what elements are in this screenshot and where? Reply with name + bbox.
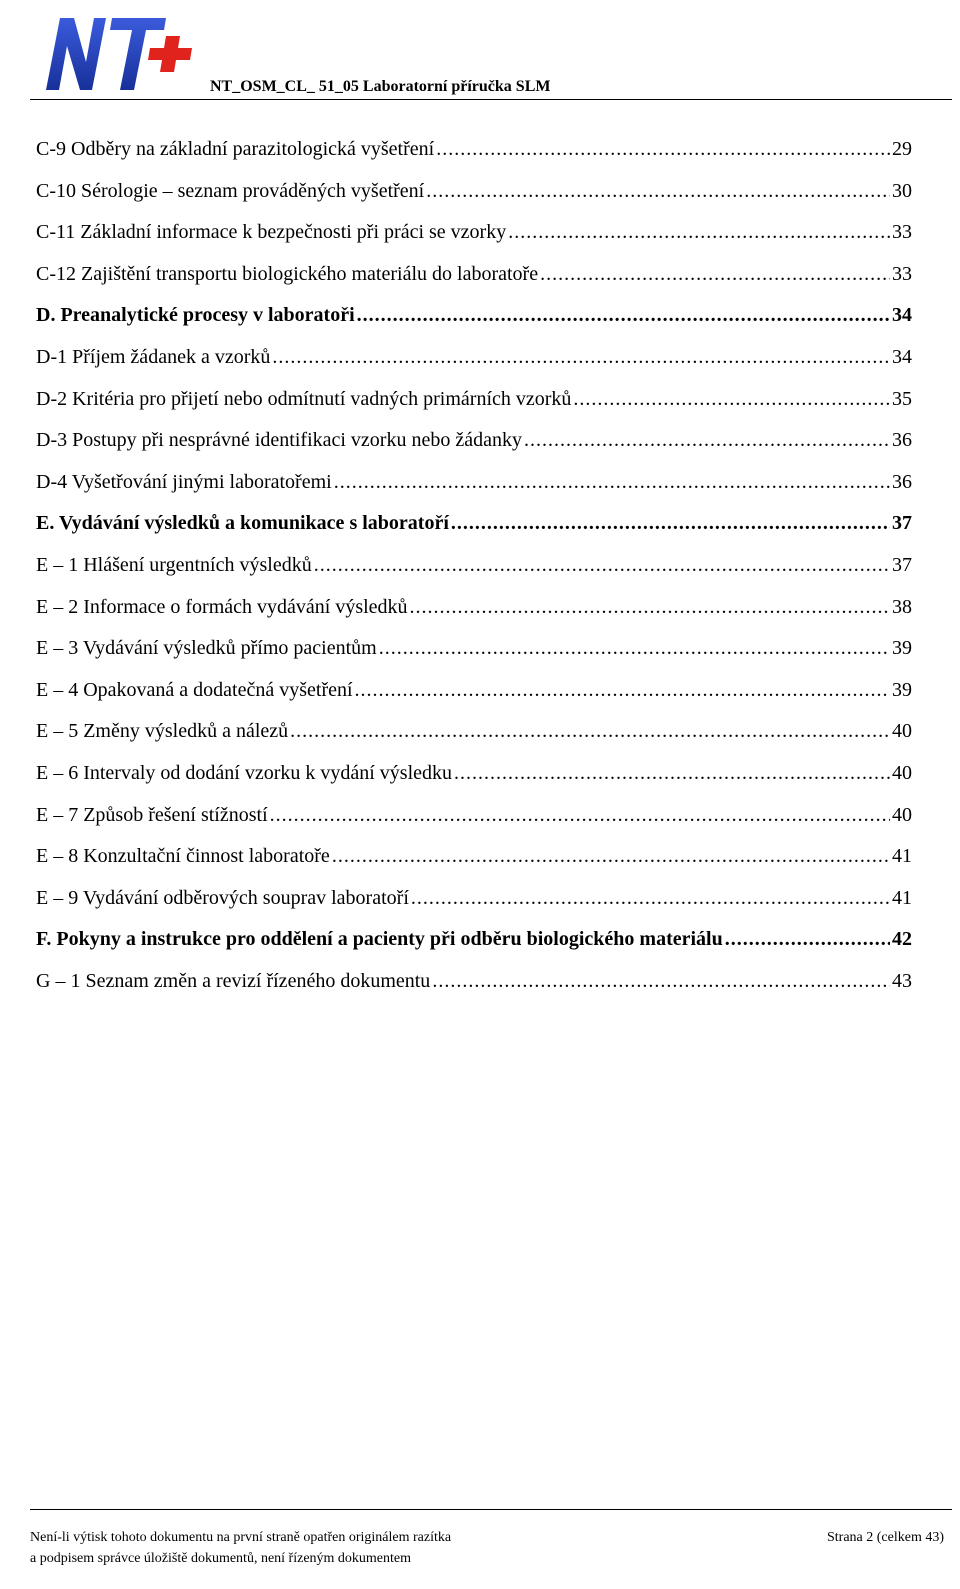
- toc-leader-dots: [357, 304, 890, 327]
- toc-entry-title: E – 3 Vydávání výsledků přímo pacientům: [36, 637, 377, 660]
- toc-leader-dots: [379, 637, 890, 660]
- page-number: Strana 2 (celkem 43): [826, 1530, 944, 1545]
- toc-entry[interactable]: [36, 180, 912, 222]
- toc-entry-title: E – 8 Konzultační činnost laboratoře: [36, 845, 330, 868]
- toc-entry-title: F. Pokyny a instrukce pro oddělení a pacienty při odběru biologického materiálu: [36, 928, 723, 951]
- toc-entry-page: 37: [892, 553, 912, 576]
- toc-leader-dots: [334, 471, 890, 494]
- table-of-contents: [36, 138, 912, 1011]
- footer-disclaimer-line-2: a podpisem správce úložiště dokumentů, není řízeným dokumentem: [30, 1551, 412, 1566]
- toc-leader-dots: [454, 762, 890, 785]
- toc-leader-dots: [410, 596, 890, 619]
- toc-leader-dots: [432, 970, 890, 993]
- toc-entry[interactable]: [36, 596, 912, 638]
- toc-entry[interactable]: [36, 263, 912, 305]
- toc-entry[interactable]: [36, 928, 912, 970]
- toc-entry[interactable]: [36, 762, 912, 804]
- toc-entry-page: 38: [892, 595, 912, 618]
- toc-leader-dots: [290, 720, 890, 743]
- toc-entry-page: 36: [892, 470, 912, 493]
- toc-entry-page: 29: [892, 138, 912, 160]
- toc-entry-title: C-11 Základní informace k bezpečnosti při práci se vzorky: [36, 221, 507, 244]
- toc-entry[interactable]: [36, 221, 912, 263]
- toc-entry[interactable]: [36, 471, 912, 513]
- toc-entry-page: 33: [892, 221, 912, 244]
- toc-entry-page: 34: [892, 345, 912, 368]
- toc-leader-dots: [314, 554, 890, 577]
- toc-entry-page: 37: [892, 512, 912, 535]
- toc-leader-dots: [573, 388, 890, 411]
- toc-entry-title: E – 5 Změny výsledků a nálezů: [36, 720, 289, 743]
- toc-entry-title: D. Preanalytické procesy v laboratoři: [36, 304, 355, 327]
- toc-entry[interactable]: [36, 304, 912, 346]
- toc-leader-dots: [426, 180, 890, 203]
- toc-entry-page: 36: [892, 429, 912, 452]
- toc-entry[interactable]: [36, 429, 912, 471]
- toc-leader-dots: [508, 221, 890, 244]
- footer-disclaimer-line-1: Není-li výtisk tohoto dokumentu na první straně opatřen originálem razítka: [30, 1530, 452, 1545]
- toc-entry[interactable]: [36, 970, 912, 1012]
- toc-entry[interactable]: [36, 679, 912, 721]
- toc-entry[interactable]: [36, 845, 912, 887]
- toc-entry-page: 43: [892, 969, 912, 992]
- toc-leader-dots: [272, 346, 890, 369]
- toc-entry-page: 42: [892, 928, 912, 951]
- toc-leader-dots: [725, 928, 890, 951]
- toc-entry-title: E – 7 Způsob řešení stížností: [36, 803, 268, 826]
- toc-entry-title: D-1 Příjem žádanek a vzorků: [36, 345, 271, 368]
- toc-entry[interactable]: [36, 346, 912, 388]
- toc-entry-title: E – 9 Vydávání odběrových souprav laboratoří: [36, 886, 409, 909]
- toc-entry-page: 40: [892, 720, 912, 743]
- toc-entry[interactable]: [36, 887, 912, 929]
- toc-entry-page: 30: [892, 179, 912, 202]
- toc-entry[interactable]: [36, 388, 912, 430]
- toc-leader-dots: [451, 512, 890, 535]
- toc-entry-title: E. Vydávání výsledků a komunikace s laboratoří: [36, 512, 449, 535]
- toc-entry[interactable]: [36, 637, 912, 679]
- toc-entry-page: 41: [892, 845, 912, 868]
- toc-entry-title: C-10 Sérologie – seznam prováděných vyšetření: [36, 179, 425, 202]
- toc-entry-page: 39: [892, 678, 912, 701]
- toc-entry[interactable]: [36, 138, 912, 180]
- toc-leader-dots: [332, 845, 890, 868]
- footer-disclaimer: [30, 1527, 451, 1569]
- toc-entry-title: E – 1 Hlášení urgentních výsledků: [36, 553, 312, 576]
- footer-divider: [30, 1509, 952, 1510]
- document-id: NT_OSM_CL_ 51_05 Laboratorní příručka SLM: [210, 78, 551, 95]
- toc-entry-page: 40: [892, 803, 912, 826]
- toc-entry[interactable]: [36, 720, 912, 762]
- toc-entry[interactable]: [36, 512, 912, 554]
- toc-entry-page: 41: [892, 886, 912, 909]
- toc-entry-title: C-9 Odběry na základní parazitologická vyšetření: [36, 138, 435, 160]
- toc-leader-dots: [355, 679, 890, 702]
- toc-entry-title: D-2 Kritéria pro přijetí nebo odmítnutí vadných primárních vzorků: [36, 387, 572, 410]
- toc-leader-dots: [540, 263, 890, 286]
- toc-entry-title: E – 4 Opakovaná a dodatečná vyšetření: [36, 678, 353, 701]
- toc-entry-title: G – 1 Seznam změn a revizí řízeného dokumentu: [36, 969, 431, 992]
- toc-entry-page: 33: [892, 262, 912, 285]
- toc-entry-title: D-4 Vyšetřování jinými laboratořemi: [36, 470, 332, 493]
- toc-entry-page: 40: [892, 761, 912, 784]
- toc-entry-page: 34: [892, 304, 912, 327]
- toc-entry-title: D-3 Postupy při nesprávné identifikaci vzorku nebo žádanky: [36, 429, 522, 452]
- toc-entry-page: 39: [892, 637, 912, 660]
- toc-entry-page: 35: [892, 387, 912, 410]
- toc-leader-dots: [436, 138, 890, 161]
- toc-leader-dots: [524, 429, 890, 452]
- toc-entry-title: E – 2 Informace o formách vydávání výsledků: [36, 595, 408, 618]
- nt-plus-logo: [40, 10, 200, 92]
- toc-entry-title: E – 6 Intervaly od dodání vzorku k vydání výsledku: [36, 761, 453, 784]
- toc-leader-dots: [411, 887, 890, 910]
- toc-leader-dots: [270, 804, 890, 827]
- toc-entry[interactable]: [36, 554, 912, 596]
- header-divider: [30, 99, 952, 100]
- toc-entry-title: C-12 Zajištění transportu biologického materiálu do laboratoře: [36, 262, 539, 285]
- toc-entry[interactable]: [36, 804, 912, 846]
